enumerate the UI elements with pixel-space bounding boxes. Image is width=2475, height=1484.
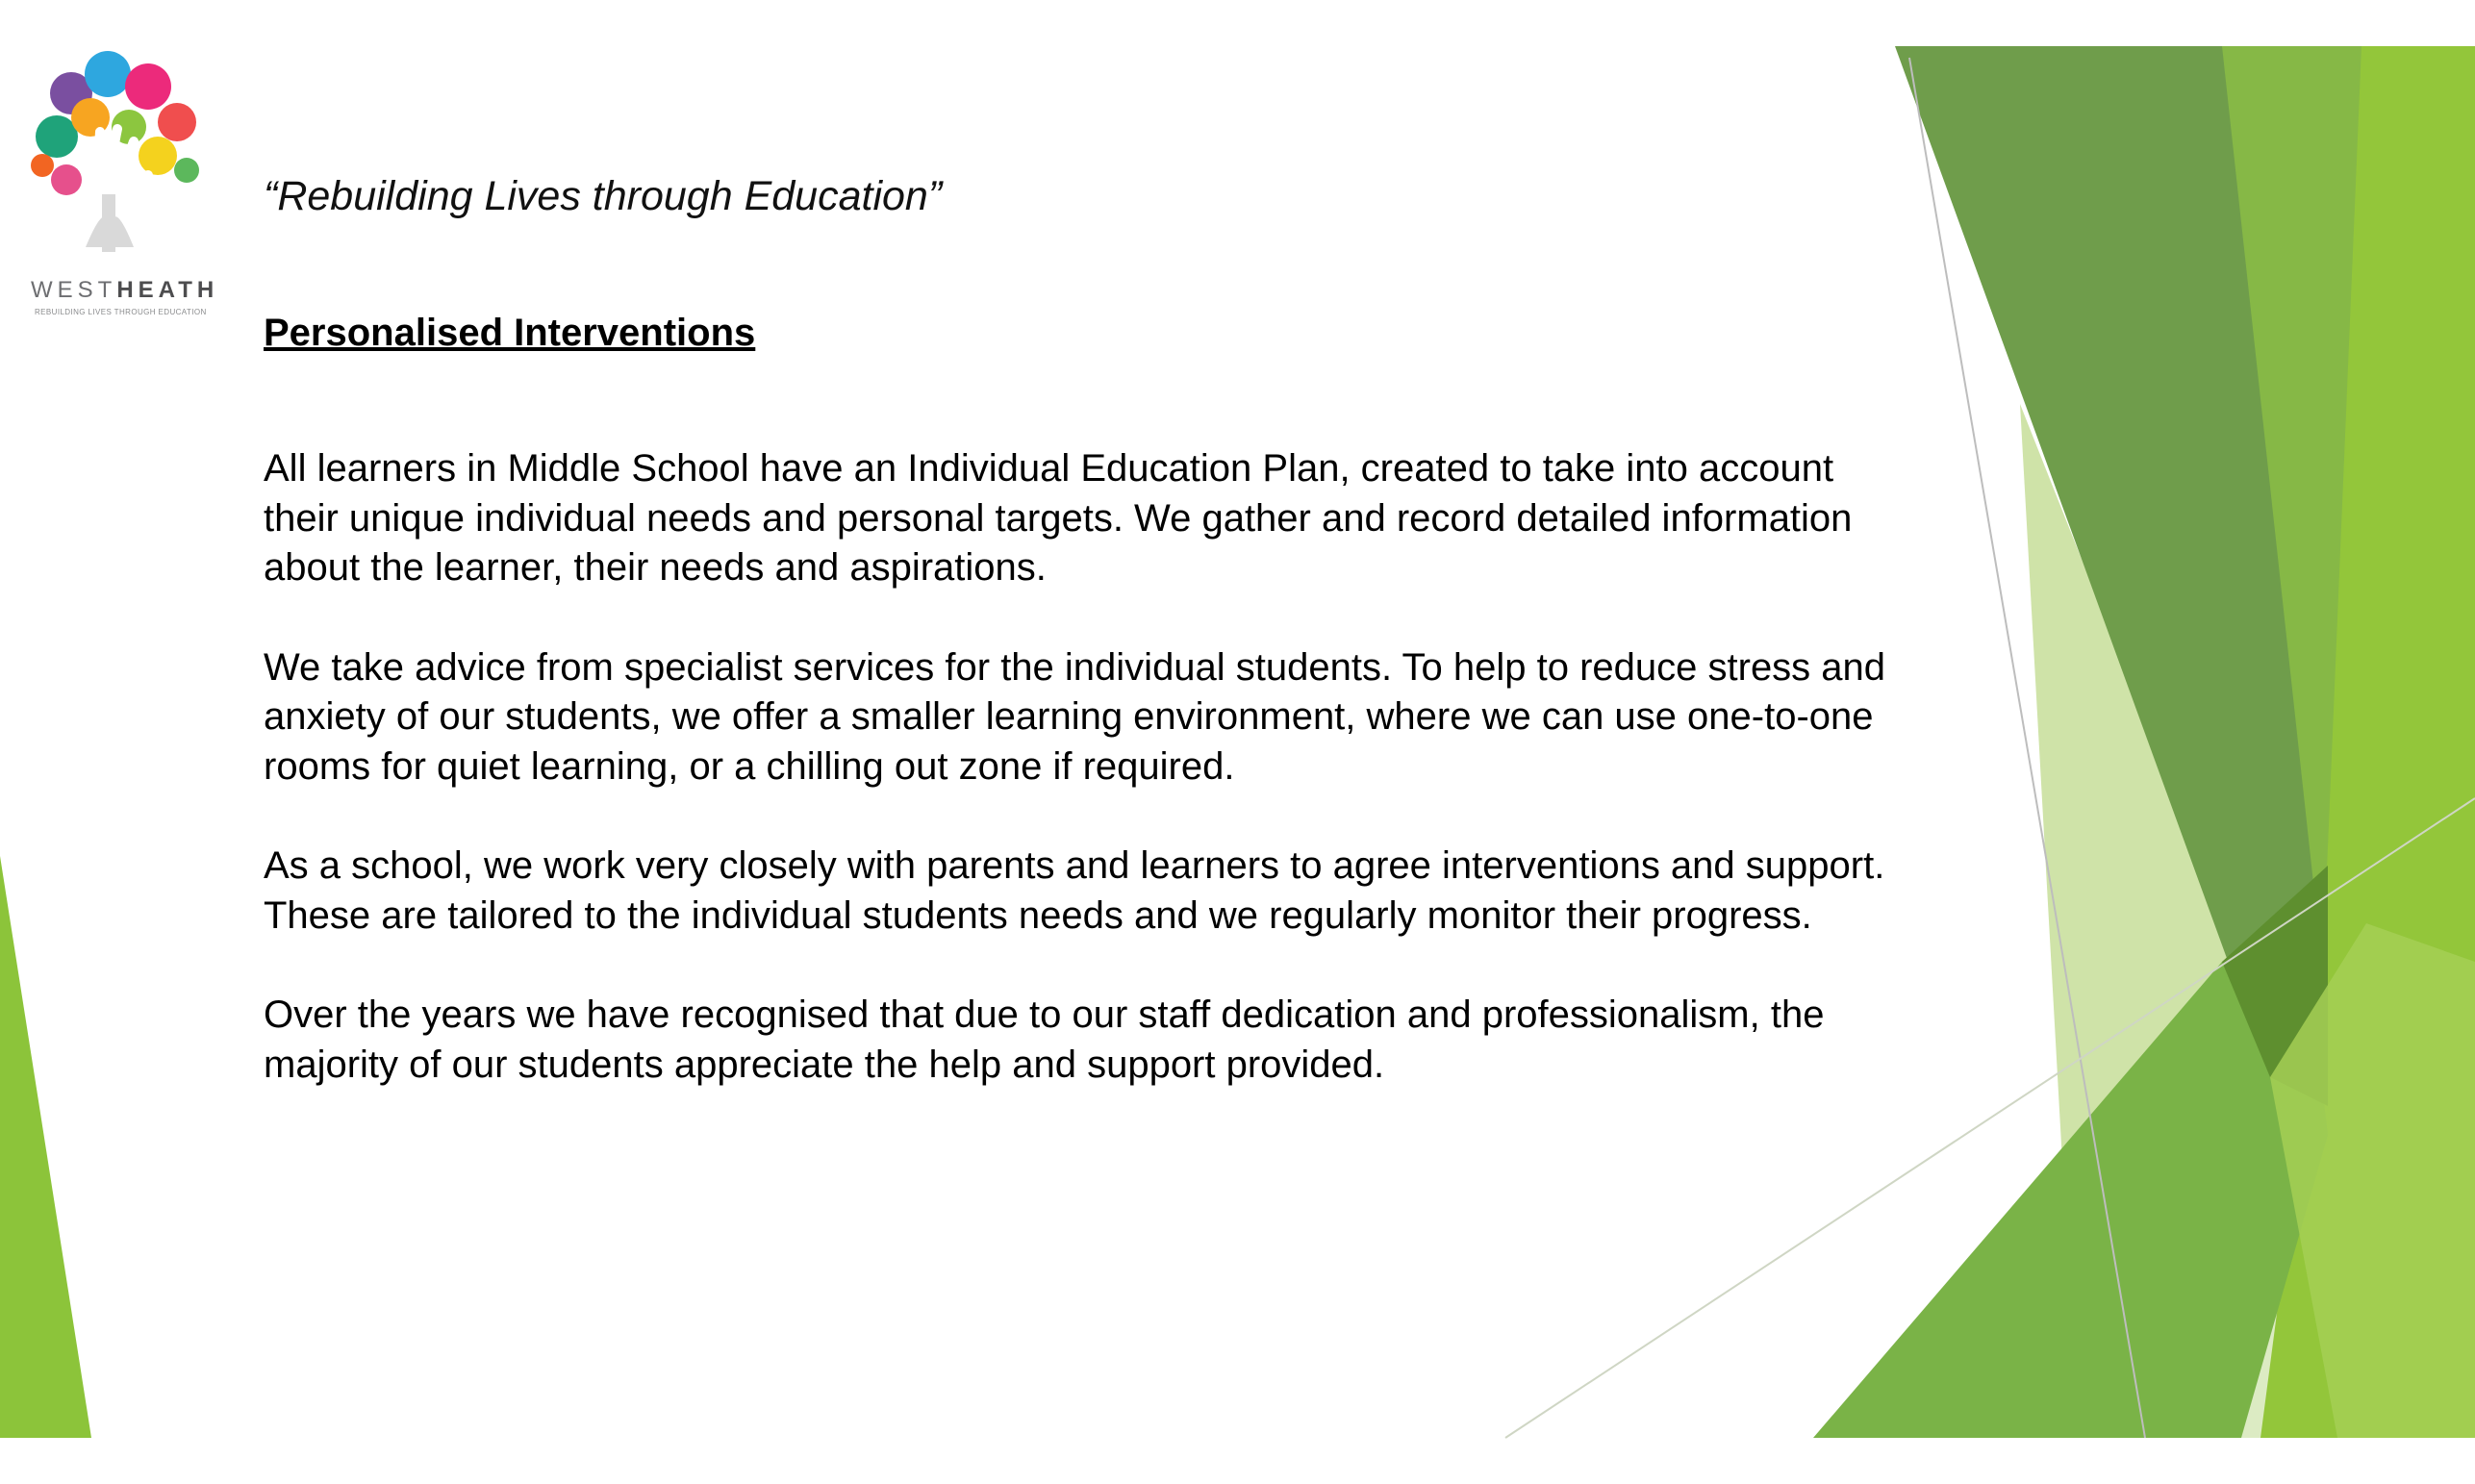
left-green-sliver (0, 856, 91, 1438)
tree-hand-icon (13, 40, 215, 281)
logo-wordmark: WESTHEATH (31, 277, 219, 303)
body-text (264, 444, 1899, 1140)
paragraph-iep: All learners in Middle School have an Individual Education Plan, created to take into account their unique individual needs and personal targets. We gather and record detailed information about the learner, their needs and aspirations. (264, 447, 1853, 589)
logo-tagline: REBUILDING LIVES THROUGH EDUCATION (35, 308, 207, 316)
section-heading: Personalised Interventions (264, 312, 756, 354)
paragraph-parents-collaboration: As a school, we work very closely with parents and learners to agree interventions and support. These are tailored to the individual students needs and we regularly monitor their progress. (264, 844, 1885, 937)
paragraph-staff-dedication: Over the years we have recognised that due to our staff dedication and professionalism, the majority of our students appreciate the help and support provided. (264, 994, 1825, 1086)
paragraph-specialist-services: We take advice from specialist services for the individual students. To help to reduce stress and anxiety of our students, we offer a smaller learning environment, where we can use one-to-one rooms for quiet learning, or a chilling out zone if required. (264, 645, 1886, 788)
westheath-logo (13, 40, 219, 316)
school-motto: “Rebuilding Lives through Education” (264, 173, 943, 219)
